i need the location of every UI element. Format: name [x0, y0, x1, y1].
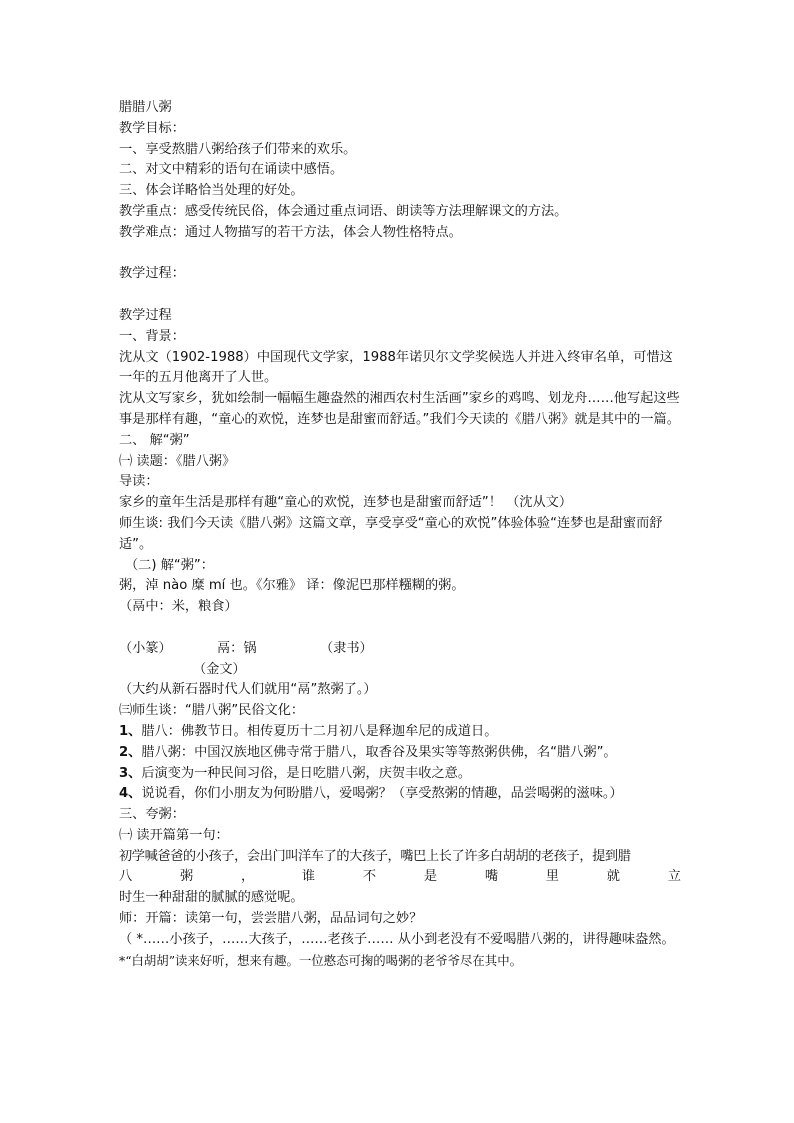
- goals-heading: 教学目标：: [119, 120, 185, 136]
- teacher-opening: 师：开篇：读第一句，尝尝腊八粥，品品词句之妙？: [119, 911, 423, 927]
- section-2-item-3: ㈢师生谈：“腊八粥”民俗文化：: [119, 703, 305, 719]
- zhou-definition: [119, 576, 681, 597]
- ge-note: （大约从新石器时代人们就用“鬲”熬粥了。）: [119, 682, 377, 698]
- opening-justified-char: 就: [606, 869, 620, 885]
- jinwen-label: （金文）: [193, 661, 246, 677]
- custom-item-4-number: 4、: [119, 786, 142, 802]
- section-2-item-2: （二) 解“粥”：: [125, 557, 214, 573]
- opening-justified-char: 不: [362, 869, 377, 885]
- background-paragraph-2: 沈从文写家乡，犹如绘制一幅幅生趣盎然的湘西农村生活画”家乡的鸡鸣、划龙舟……他写起这些事是那样有趣，“童心的欢悦，连梦也是甜蜜而舒适。”我们今天读的《腊八粥》就是其中的一篇。: [119, 391, 680, 427]
- opening-justified-char: ，: [240, 869, 255, 885]
- zhou-definition-b: 《尔雅》 译：像泥巴那样糨糊的粥。: [255, 578, 465, 594]
- opening-justified-char: 八: [119, 869, 133, 885]
- custom-item-2: [119, 743, 681, 764]
- ge-contents: （鬲中：米，粮食）: [119, 599, 238, 615]
- goal-2: 二、对文中精彩的语句在诵读中感悟。: [119, 162, 344, 178]
- guide-paragraph: 家乡的童年生活是那样有趣“童心的欢悦，连梦也是甜蜜而舒适”！ （沈从文）: [119, 495, 573, 511]
- opening-justified-char: 是: [423, 869, 438, 885]
- section-2-item-1: ㈠ 读题：《腊八粥》: [119, 453, 236, 469]
- custom-item-3-text: 后演变为一种民间习俗，是日吃腊八粥，庆贺丰收之意。: [141, 765, 472, 781]
- xiaozhuan-label: （小篆）: [119, 640, 172, 656]
- process-heading-1: 教学过程：: [119, 266, 185, 282]
- custom-item-3-number: 3、: [119, 765, 142, 781]
- custom-item-2-text: 腊八粥：中国汉族地区佛寺常于腊八，取香谷及果实等等熬粥供佛，名“腊八粥”。: [141, 744, 617, 760]
- opening-justified-char: 谁: [301, 869, 316, 885]
- goal-1: 一、享受熬腊八粥给孩子们带来的欢乐。: [119, 141, 357, 157]
- opening-justified-char: 里: [545, 869, 559, 885]
- star-note: （ *……小孩子，……大孩子，……老孩子…… 从小到老没有不爱喝腊八粥的，讲得趣味盎然。: [119, 931, 675, 947]
- opening-sentence-line-1: 初学喊爸爸的小孩子，会出门叫洋车了的大孩子，嘴巴上长了许多白胡胡的老孩子，提到腊: [119, 848, 631, 864]
- glyph-labels-row: [119, 639, 681, 660]
- spacer: [119, 285, 681, 306]
- section-2-heading: 二、 解“粥”: [119, 432, 190, 448]
- opening-justified-char: 嘴: [484, 869, 498, 885]
- opening-sentence-line-2: [119, 867, 681, 888]
- teaching-focus: 教学重点：感受传统民俗，体会通过重点词语、朗读等方法理解课文的方法。: [119, 203, 568, 219]
- bai-huhu-note: *“白胡胡”读来好听，想来有趣。一位憨态可掬的喝粥的老爷爷尽在其中。: [119, 952, 522, 968]
- opening-justified-char: 立: [667, 869, 681, 885]
- guide-label: 导读：: [119, 474, 159, 490]
- custom-item-1: [119, 722, 681, 743]
- ge-guo-label: 鬲：锅: [217, 640, 257, 656]
- lishu-label: （隶书）: [320, 640, 373, 656]
- custom-item-1-text: 腊八：佛教节日。相传夏历十二月初八是释迦牟尼的成道日。: [141, 723, 498, 739]
- spacer: [119, 244, 681, 265]
- section-3-heading: 三、夸粥：: [119, 807, 185, 823]
- doc-title: 腊腊八粥: [119, 100, 172, 115]
- opening-sentence-line-3: 时生一种甜甜的腻腻的感觉呢。: [119, 890, 304, 906]
- custom-item-2-number: 2、: [119, 744, 142, 760]
- teacher-talk: 师生谈: 我们今天读《腊八粥》这篇文章，享受享受“童心的欢悦”体验体验“连梦也是甜蜜而舒适”。: [119, 515, 663, 552]
- custom-item-4-text: 说说看，你们小朋友为何盼腊八，爱喝粥？（享受熬粥的情趣，品尝喝粥的滋味。）: [141, 786, 623, 802]
- opening-justified-char: 粥: [179, 869, 194, 885]
- process-heading-2: 教学过程: [119, 307, 172, 323]
- background-heading: 一、背景：: [119, 328, 185, 344]
- goal-3: 三、体会详略恰当处理的好处。: [119, 183, 304, 199]
- document-page: [119, 98, 681, 971]
- custom-item-1-number: 1、: [119, 723, 142, 739]
- glyph-labels-row-2: [119, 660, 681, 681]
- zhou-definition-a: 粥，淖 nào 糜 mí 也。: [119, 578, 256, 594]
- spacer: [119, 618, 681, 639]
- custom-item-4: [119, 784, 681, 805]
- background-paragraph-1: 沈从文（1902-1988）中国现代文学家，1988年诺贝尔文学奖候选人并进入终审名单，可惜这一年的五月他离开了人世。: [119, 349, 673, 386]
- section-3-item-1: ㈠ 读开篇第一句：: [119, 827, 229, 843]
- teaching-difficulty: 教学难点：通过人物描写的若干方法，体会人物性格特点。: [119, 224, 462, 240]
- custom-item-3: [119, 764, 681, 785]
